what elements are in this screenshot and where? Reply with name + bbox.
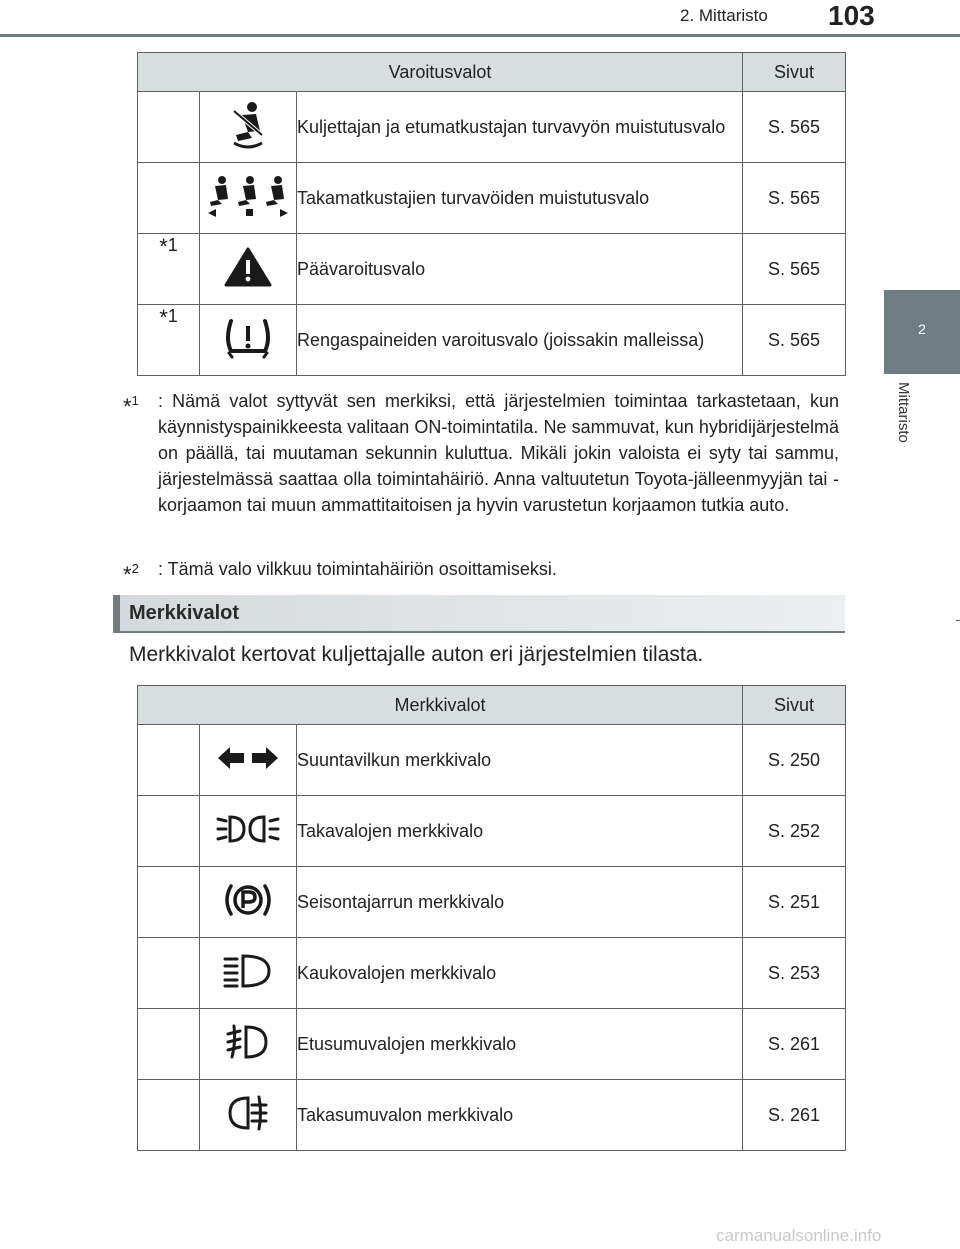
- seatbelt-front-icon: [200, 92, 297, 163]
- row-description: Rengaspaineiden varoitusvalo (joissakin malleissa): [297, 305, 743, 376]
- footnote-marker: *1: [138, 234, 200, 305]
- row-page-reference: S. 261: [743, 1080, 846, 1151]
- header-rule: [0, 34, 960, 37]
- footnote-marker: [138, 163, 200, 234]
- column-header-title: Merkkivalot: [138, 686, 743, 725]
- empty-cell: [138, 725, 200, 796]
- empty-cell: [138, 1080, 200, 1151]
- row-description: Kaukovalojen merkkivalo: [297, 938, 743, 1009]
- chapter-tab: 2: [884, 290, 960, 374]
- row-description: Seisontajarrun merkkivalo: [297, 867, 743, 938]
- section-intro: Merkkivalot kertovat kuljettajalle auton eri järjestelmien tilasta.: [129, 643, 704, 666]
- row-description: Takasumuvalon merkkivalo: [297, 1080, 743, 1151]
- table-row: [138, 796, 846, 867]
- page-number: 103: [828, 0, 875, 31]
- tire-pressure-icon: [200, 305, 297, 376]
- table-row: [138, 305, 846, 376]
- table-row: [138, 867, 846, 938]
- front-fog-icon: [200, 1009, 297, 1080]
- section-title: Merkkivalot: [129, 602, 240, 624]
- indicator-lights-table: [137, 685, 846, 1151]
- row-page-reference: S. 261: [743, 1009, 846, 1080]
- parking-brake-icon: [200, 867, 297, 938]
- empty-cell: [138, 938, 200, 1009]
- footnote-text: : Nämä valot syttyvät sen merkiksi, että järjestelmien toimintaa tarkastetaan, kun käynnistyspainikkeesta valitaan ON-toimintatila. Ne sammuvat, kun hybridijärjestelmä on päällä, tai muutaman sekunnin kuluttua. Mikäli jokin valoista ei syty tai sammu, järjestelmässä saattaa olla toimintahäiriö. Anna valtuutetun Toyota-jälleenmyyjän tai -korjaamon tai muun ammattitaitoisen ja hyvin varustetun korjaamon tutkia auto.: [158, 391, 839, 515]
- margin-tick: [956, 620, 960, 621]
- warning-lights-table: [137, 52, 846, 376]
- master-warning-icon: [200, 234, 297, 305]
- rear-fog-icon: [200, 1080, 297, 1151]
- seatbelt-rear-icon: [200, 163, 297, 234]
- empty-cell: [138, 796, 200, 867]
- footnote-marker: [138, 92, 200, 163]
- table-row: [138, 92, 846, 163]
- column-header-pages: Sivut: [743, 686, 846, 725]
- row-description: Päävaroitusvalo: [297, 234, 743, 305]
- empty-cell: [138, 1009, 200, 1080]
- row-page-reference: S. 565: [743, 163, 846, 234]
- row-page-reference: S. 565: [743, 234, 846, 305]
- footnote-2: *$^2$ : Tämä valo vilkkuu toimintahäiriön osoittamiseksi.: [123, 556, 839, 582]
- row-page-reference: S. 253: [743, 938, 846, 1009]
- tail-light-icon: [200, 796, 297, 867]
- table-row: [138, 1009, 846, 1080]
- empty-cell: [138, 867, 200, 938]
- row-description: Etusumuvalojen merkkivalo: [297, 1009, 743, 1080]
- table-row: [138, 163, 846, 234]
- table-row: [138, 234, 846, 305]
- table-header-row: [138, 686, 846, 725]
- table-header-row: [138, 53, 846, 92]
- chapter-label: Mittaristo: [895, 382, 912, 443]
- footnote-text: : Tämä valo vilkkuu toimintahäiriön osoittamiseksi.: [158, 559, 557, 579]
- row-page-reference: S. 250: [743, 725, 846, 796]
- turn-signal-icon: [200, 725, 297, 796]
- row-page-reference: S. 565: [743, 305, 846, 376]
- table-row: [138, 938, 846, 1009]
- header-section-title: 2. Mittaristo: [680, 6, 768, 25]
- column-header-title: Varoitusvalot: [138, 53, 743, 92]
- row-page-reference: S. 252: [743, 796, 846, 867]
- section-heading: [113, 595, 845, 633]
- column-header-pages: Sivut: [743, 53, 846, 92]
- table-row: [138, 1080, 846, 1151]
- row-page-reference: S. 565: [743, 92, 846, 163]
- footnote-marker: *1: [138, 305, 200, 376]
- high-beam-icon: [200, 938, 297, 1009]
- row-description: Takamatkustajien turvavöiden muistutusvalo: [297, 163, 743, 234]
- row-description: Kuljettajan ja etumatkustajan turvavyön muistutusvalo: [297, 92, 743, 163]
- table-row: [138, 725, 846, 796]
- row-description: Suuntavilkun merkkivalo: [297, 725, 743, 796]
- row-description: Takavalojen merkkivalo: [297, 796, 743, 867]
- watermark: carmanualsonline.info: [716, 1226, 882, 1245]
- section-heading-bar: [113, 595, 120, 633]
- footnote-1: *$^1$ : Nämä valot syttyvät sen merkiksi, että järjestelmien toimintaa tarkastetaan, kun käynnistyspainikkeesta valitaan ON-toimintatila. Ne sammuvat, kun hybridijärjestelmä on päällä, tai muutaman sekunnin kuluttua. Mikäli jokin valoista ei syty tai sammu, järjestelmässä saattaa olla toimintahäiriö. Anna valtuutetun Toyota-jälleenmyyjän tai -korjaamon tai muun ammattitaitoisen ja hyvin varustetun korjaamon tutkia auto.: [123, 388, 839, 518]
- row-page-reference: S. 251: [743, 867, 846, 938]
